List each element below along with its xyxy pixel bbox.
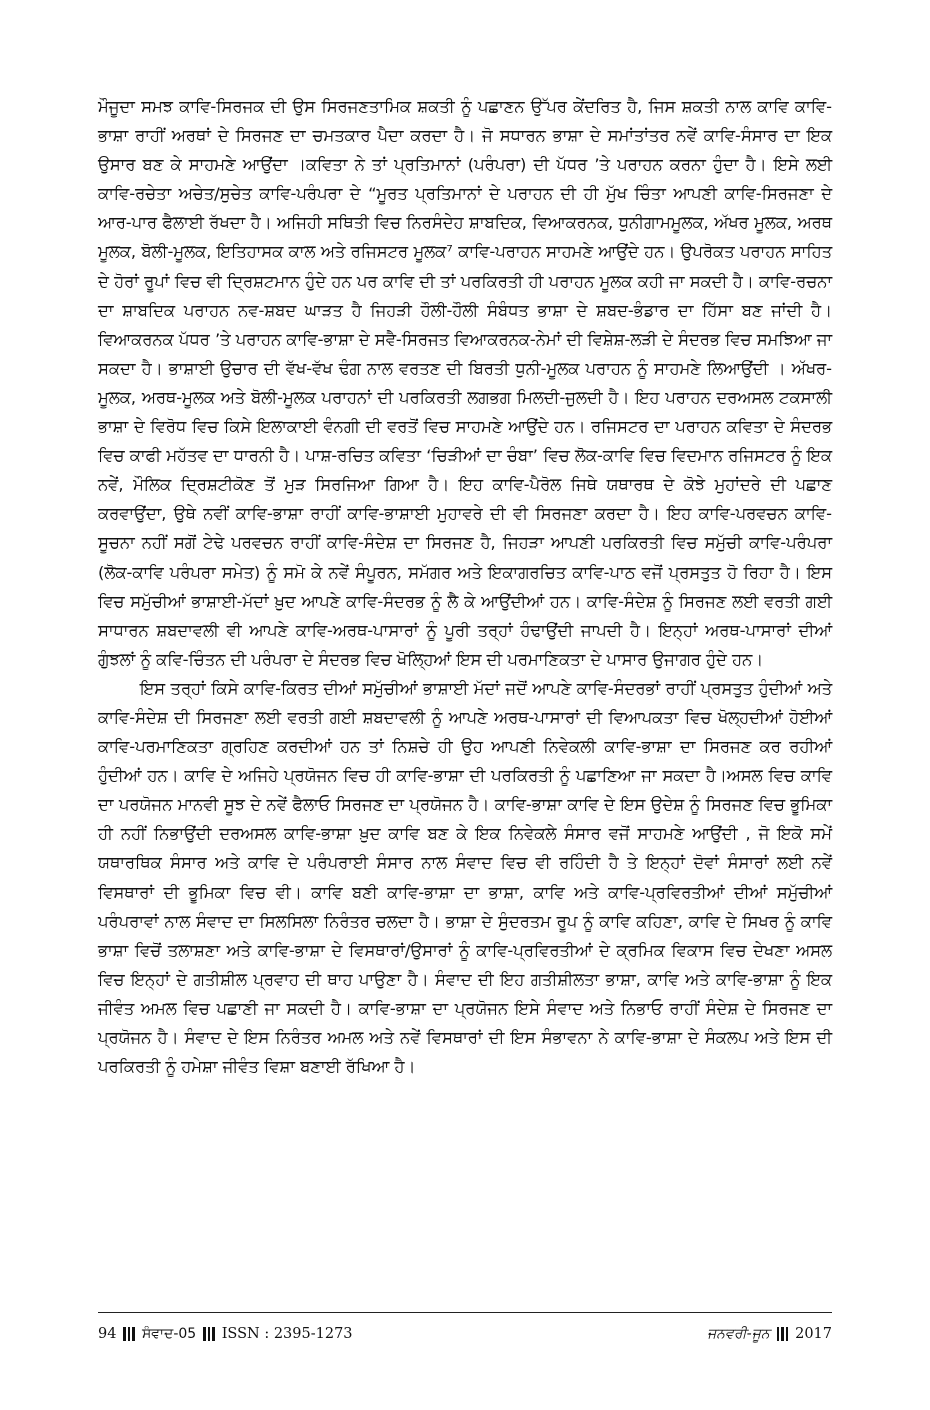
page-body [98, 92, 832, 1352]
page-number: 94 [98, 1326, 117, 1342]
page-footer [98, 1322, 832, 1346]
journal-name: ਸੰਵਾਦ-05 [141, 1326, 197, 1342]
issue-year: 2017 [795, 1326, 832, 1342]
issn: ISSN : 2395-1273 [221, 1326, 353, 1342]
paragraph-2: ਇਸ ਤਰ੍ਹਾਂ ਕਿਸੇ ਕਾਵਿ-ਕਿਰਤ ਦੀਆਂ ਸਮੁੱਚੀਆਂ ਭਾਸ਼ਾਈ ਮੱਦਾਂ ਜਦੋਂ ਆਪਣੇ ਕਾਵਿ-ਸੰਦਰਭਾਂ ਰਾਹੀਂ ਪ੍ਰਸਤੁਤ ਹੁੰਦੀਆਂ ਅਤੇ ਕਾਵਿ-ਸੰਦੇਸ਼ ਦੀ ਸਿਰਜਣਾ ਲਈ ਵਰਤੀ ਗਈ ਸ਼ਬਦਾਵਲੀ ਨੂੰ ਆਪਣੇ ਅਰਥ-ਪਾਸਾਰਾਂ ਦੀ ਵਿਆਪਕਤਾ ਵਿਚ ਖੋਲ੍ਹਦੀਆਂ ਹੋਈਆਂ ਕਾਵਿ-ਪਰਮਾਣਿਕਤਾ ਗ੍ਰਹਿਣ ਕਰਦੀਆਂ ਹਨ ਤਾਂ ਨਿਸ਼ਚੇ ਹੀ ਉਹ ਆਪਣੀ ਨਿਵੇਕਲੀ ਕਾਵਿ-ਭਾਸ਼ਾ ਦਾ ਸਿਰਜਣ ਕਰ ਰਹੀਆਂ ਹੁੰਦੀਆਂ ਹਨ। ਕਾਵਿ ਦੇ ਅਜਿਹੇ ਪ੍ਰਯੋਜਨ ਵਿਚ ਹੀ ਕਾਵਿ-ਭਾਸ਼ਾ ਦੀ ਪਰਕਿਰਤੀ ਨੂੰ ਪਛਾਣਿਆ ਜਾ ਸਕਦਾ ਹੈ।ਅਸਲ ਵਿਚ ਕਾਵਿ ਦਾ ਪਰਯੋਜਨ ਮਾਨਵੀ ਸੂਝ ਦੇ ਨਵੇਂ ਫੈਲਾਓ ਸਿਰਜਣ ਦਾ ਪ੍ਰਯੋਜਨ ਹੈ। ਕਾਵਿ-ਭਾਸ਼ਾ ਕਾਵਿ ਦੇ ਇਸ ਉਦੇਸ਼ ਨੂੰ ਸਿਰਜਣ ਵਿਚ ਭੂਮਿਕਾ ਹੀ ਨਹੀਂ ਨਿਭਾਉਂਦੀ ਦਰਅਸਲ ਕਾਵਿ-ਭਾਸ਼ਾ ਖ਼ੁਦ ਕਾਵਿ ਬਣ ਕੇ ਇਕ ਨਿਵੇਕਲੇ ਸੰਸਾਰ ਵਜੋਂ ਸਾਹਮਣੇ ਆਉਂਦੀ , ਜੋ ਇਕੋ ਸਮੇਂ ਯਥਾਰਥਿਕ ਸੰਸਾਰ ਅਤੇ ਕਾਵਿ ਦੇ ਪਰੰਪਰਾਈ ਸੰਸਾਰ ਨਾਲ ਸੰਵਾਦ ਵਿਚ ਵੀ ਰਹਿੰਦੀ ਹੈ ਤੇ ਇਨ੍ਹਾਂ ਦੋਵਾਂ ਸੰਸਾਰਾਂ ਲਈ ਨਵੇਂ ਵਿਸਥਾਰਾਂ ਦੀ ਭੂਮਿਕਾ ਵਿਚ ਵੀ। ਕਾਵਿ ਬਣੀ ਕਾਵਿ-ਭਾਸ਼ਾ ਦਾ ਭਾਸ਼ਾ, ਕਾਵਿ ਅਤੇ ਕਾਵਿ-ਪ੍ਰਵਿਰਤੀਆਂ ਦੀਆਂ ਸਮੁੱਚੀਆਂ ਪਰੰਪਰਾਵਾਂ ਨਾਲ ਸੰਵਾਦ ਦਾ ਸਿਲਸਿਲਾ ਨਿਰੰਤਰ ਚਲਦਾ ਹੈ। ਭਾਸ਼ਾ ਦੇ ਸੁੰਦਰਤਮ ਰੂਪ ਨੂੰ ਕਾਵਿ ਕਹਿਣਾ, ਕਾਵਿ ਦੇ ਸਿਖਰ ਨੂੰ ਕਾਵਿ ਭਾਸ਼ਾ ਵਿਚੋਂ ਤਲਾਸ਼ਣਾ ਅਤੇ ਕਾਵਿ-ਭਾਸ਼ਾ ਦੇ ਵਿਸਥਾਰਾਂ/ਉਸਾਰਾਂ ਨੂੰ ਕਾਵਿ-ਪ੍ਰਵਿਰਤੀਆਂ ਦੇ ਕ੍ਰਮਿਕ ਵਿਕਾਸ ਵਿਚ ਦੇਖਣਾ ਅਸਲ ਵਿਚ ਇਨ੍ਹਾਂ ਦੇ ਗਤੀਸ਼ੀਲ ਪ੍ਰਵਾਹ ਦੀ ਥਾਹ ਪਾਉਣਾ ਹੈ। ਸੰਵਾਦ ਦੀ ਇਹ ਗਤੀਸ਼ੀਲਤਾ ਭਾਸ਼ਾ, ਕਾਵਿ ਅਤੇ ਕਾਵਿ-ਭਾਸ਼ਾ ਨੂੰ ਇਕ ਜੀਵੰਤ ਅਮਲ ਵਿਚ ਪਛਾਣੀ ਜਾ ਸਕਦੀ ਹੈ। ਕਾਵਿ-ਭਾਸ਼ਾ ਦਾ ਪ੍ਰਯੋਜਨ ਇਸੇ ਸੰਵਾਦ ਅਤੇ ਨਿਭਾਓ ਰਾਹੀਂ ਸੰਦੇਸ਼ ਦੇ ਸਿਰਜਣ ਦਾ ਪ੍ਰਯੋਜਨ ਹੈ। ਸੰਵਾਦ ਦੇ ਇਸ ਨਿਰੰਤਰ ਅਮਲ ਅਤੇ ਨਵੇਂ ਵਿਸਥਾਰਾਂ ਦੀ ਇਸ ਸੰਭਾਵਨਾ ਨੇ ਕਾਵਿ-ਭਾਸ਼ਾ ਦੇ ਸੰਕਲਪ ਅਤੇ ਇਸ ਦੀ ਪਰਕਿਰਤੀ ਨੂੰ ਹਮੇਸ਼ਾ ਜੀਵੰਤ ਵਿਸ਼ਾ ਬਣਾਈ ਰੱਖਿਆ ਹੈ। [98, 678, 832, 1077]
paragraph-1: ਮੌਜੂਦਾ ਸਮਝ ਕਾਵਿ-ਸਿਰਜਕ ਦੀ ਉਸ ਸਿਰਜਣਤਾਮਿਕ ਸ਼ਕਤੀ ਨੂੰ ਪਛਾਣਨ ਉੱਪਰ ਕੇਂਦਰਿਤ ਹੈ, ਜਿਸ ਸ਼ਕਤੀ ਨਾਲ ਕਾਵਿ ਕਾਵਿ-ਭਾਸ਼ਾ ਰਾਹੀਂ ਅਰਥਾਂ ਦੇ ਸਿਰਜਣ ਦਾ ਚਮਤਕਾਰ ਪੈਦਾ ਕਰਦਾ ਹੈ। ਜੋ ਸਧਾਰਨ ਭਾਸ਼ਾ ਦੇ ਸਮਾਂਤਾਂਤਰ ਨਵੇਂ ਕਾਵਿ-ਸੰਸਾਰ ਦਾ ਇਕ ਉਸਾਰ ਬਣ ਕੇ ਸਾਹਮਣੇ ਆਉਂਦਾ ।ਕਵਿਤਾ ਨੇ ਤਾਂ ਪ੍ਰਤਿਮਾਨਾਂ (ਪਰੰਪਰਾ) ਦੀ ਪੱਧਰ ’ਤੇ ਪਰਾਹਨ ਕਰਨਾ ਹੁੰਦਾ ਹੈ। ਇਸੇ ਲਈ ਕਾਵਿ-ਰਚੇਤਾ ਅਚੇਤ/ਸੁਚੇਤ ਕਾਵਿ-ਪਰੰਪਰਾ ਦੇ “ਮੂਰਤ ਪ੍ਰਤਿਮਾਨਾਂ ਦੇ ਪਰਾਹਨ ਦੀ ਹੀ ਮੁੱਖ ਚਿੰਤਾ ਆਪਣੀ ਕਾਵਿ-ਸਿਰਜਣਾ ਦੇ ਆਰ-ਪਾਰ ਫੈਲਾਈ ਰੱਖਦਾ ਹੈ। ਅਜਿਹੀ ਸਥਿਤੀ ਵਿਚ ਨਿਰਸੰਦੇਹ ਸ਼ਾਬਦਿਕ, ਵਿਆਕਰਨਕ, ਧੁਨੀਗਾਮਮੂਲਕ, ਅੱਖਰ ਮੂਲਕ, ਅਰਥ ਮੂਲਕ, ਬੋਲੀ-ਮੂਲਕ, ਇਤਿਹਾਸਕ ਕਾਲ ਅਤੇ ਰਜਿਸਟਰ ਮੂਲਕ⁷ ਕਾਵਿ-ਪਰਾਹਨ ਸਾਹਮਣੇ ਆਉਂਦੇ ਹਨ। ਉਪਰੋਕਤ ਪਰਾਹਨ ਸਾਹਿਤ ਦੇ ਹੋਰਾਂ ਰੂਪਾਂ ਵਿਚ ਵੀ ਦ੍ਰਿਸ਼ਟਮਾਨ ਹੁੰਦੇ ਹਨ ਪਰ ਕਾਵਿ ਦੀ ਤਾਂ ਪਰਕਿਰਤੀ ਹੀ ਪਰਾਹਨ ਮੂਲਕ ਕਹੀ ਜਾ ਸਕਦੀ ਹੈ। ਕਾਵਿ-ਰਚਨਾ ਦਾ ਸ਼ਾਬਦਿਕ ਪਰਾਹਨ ਨਵ-ਸ਼ਬਦ ਘਾੜਤ ਹੈ ਜਿਹੜੀ ਹੌਲੀ-ਹੌਲੀ ਸੰਬੰਧਤ ਭਾਸ਼ਾ ਦੇ ਸ਼ਬਦ-ਭੰਡਾਰ ਦਾ ਹਿੱਸਾ ਬਣ ਜਾਂਦੀ ਹੈ। ਵਿਆਕਰਨਕ ਪੱਧਰ ’ਤੇ ਪਰਾਹਨ ਕਾਵਿ-ਭਾਸ਼ਾ ਦੇ ਸਵੈ-ਸਿਰਜਤ ਵਿਆਕਰਨਕ-ਨੇਮਾਂ ਦੀ ਵਿਸ਼ੇਸ਼-ਲੜੀ ਦੇ ਸੰਦਰਭ ਵਿਚ ਸਮਝਿਆ ਜਾ ਸਕਦਾ ਹੈ। ਭਾਸ਼ਾਈ ਉਚਾਰ ਦੀ ਵੱਖ-ਵੱਖ ਢੰਗ ਨਾਲ ਵਰਤਣ ਦੀ ਬਿਰਤੀ ਧੁਨੀ-ਮੂਲਕ ਪਰਾਹਨ ਨੂੰ ਸਾਹਮਣੇ ਲਿਆਉਂਦੀ । ਅੱਖਰ-ਮੂਲਕ, ਅਰਥ-ਮੂਲਕ ਅਤੇ ਬੋਲੀ-ਮੂਲਕ ਪਰਾਹਨਾਂ ਦੀ ਪਰਕਿਰਤੀ ਲਗਭਗ ਮਿਲਦੀ-ਜੁਲਦੀ ਹੈ। ਇਹ ਪਰਾਹਨ ਦਰਅਸਲ ਟਕਸਾਲੀ ਭਾਸ਼ਾ ਦੇ ਵਿਰੋਧ ਵਿਚ ਕਿਸੇ ਇਲਾਕਾਈ ਵੰਨਗੀ ਦੀ ਵਰਤੋਂ ਵਿਚ ਸਾਹਮਣੇ ਆਉਂਦੇ ਹਨ। ਰਜਿਸਟਰ ਦਾ ਪਰਾਹਨ ਕਵਿਤਾ ਦੇ ਸੰਦਰਭ ਵਿਚ ਕਾਫੀ ਮਹੱਤਵ ਦਾ ਧਾਰਨੀ ਹੈ। ਪਾਸ਼-ਰਚਿਤ ਕਵਿਤਾ ‘ਚਿੜੀਆਂ ਦਾ ਚੰਬਾ’ ਵਿਚ ਲੋਕ-ਕਾਵਿ ਵਿਚ ਵਿਦਮਾਨ ਰਜਿਸਟਰ ਨੂੰ ਇਕ ਨਵੇਂ, ਮੌਲਿਕ ਦ੍ਰਿਸ਼ਟੀਕੋਣ ਤੋਂ ਮੁੜ ਸਿਰਜਿਆ ਗਿਆ ਹੈ। ਇਹ ਕਾਵਿ-ਪੈਰੋਲ ਜਿਥੇ ਯਥਾਰਥ ਦੇ ਕੋਝੇ ਮੁਹਾਂਦਰੇ ਦੀ ਪਛਾਣ ਕਰਵਾਉਂਦਾ, ਉਥੇ ਨਵੀਂ ਕਾਵਿ-ਭਾਸ਼ਾ ਰਾਹੀਂ ਕਾਵਿ-ਭਾਸ਼ਾਈ ਮੁਹਾਵਰੇ ਦੀ ਵੀ ਸਿਰਜਣਾ ਕਰਦਾ ਹੈ। ਇਹ ਕਾਵਿ-ਪਰਵਚਨ ਕਾਵਿ-ਸੂਚਨਾ ਨਹੀਂ ਸਗੋਂ ਟੇਢੇ ਪਰਵਚਨ ਰਾਹੀਂ ਕਾਵਿ-ਸੰਦੇਸ਼ ਦਾ ਸਿਰਜਣ ਹੈ, ਜਿਹੜਾ ਆਪਣੀ ਪਰਕਿਰਤੀ ਵਿਚ ਸਮੁੱਚੀ ਕਾਵਿ-ਪਰੰਪਰਾ (ਲੋਕ-ਕਾਵਿ ਪਰੰਪਰਾ ਸਮੇਤ) ਨੂੰ ਸਮੋ ਕੇ ਨਵੇਂ ਸੰਪੂਰਨ, ਸਮੱਗਰ ਅਤੇ ਇਕਾਗਰਚਿਤ ਕਾਵਿ-ਪਾਠ ਵਜੋਂ ਪ੍ਰਸਤੁਤ ਹੋ ਰਿਹਾ ਹੈ। ਇਸ ਵਿਚ ਸਮੁੱਚੀਆਂ ਭਾਸ਼ਾਈ-ਮੱਦਾਂ ਖ਼ੁਦ ਆਪਣੇ ਕਾਵਿ-ਸੰਦਰਭ ਨੂੰ ਲੈ ਕੇ ਆਉਂਦੀਆਂ ਹਨ। ਕਾਵਿ-ਸੰਦੇਸ਼ ਨੂੰ ਸਿਰਜਣ ਲਈ ਵਰਤੀ ਗਈ ਸਾਧਾਰਨ ਸ਼ਬਦਾਵਲੀ ਵੀ ਆਪਣੇ ਕਾਵਿ-ਅਰਥ-ਪਾਸਾਰਾਂ ਨੂੰ ਪੂਰੀ ਤਰ੍ਹਾਂ ਹੰਢਾਉਂਦੀ ਜਾਪਦੀ ਹੈ। ਇਨ੍ਹਾਂ ਅਰਥ-ਪਾਸਾਰਾਂ ਦੀਆਂ ਗੁੰਝਲਾਂ ਨੂੰ ਕਵਿ-ਚਿੰਤਨ ਦੀ ਪਰੰਪਰਾ ਦੇ ਸੰਦਰਭ ਵਿਚ ਖੋਲ੍ਹਿਆਂ ਇਸ ਦੀ ਪਰਮਾਣਿਕਤਾ ਦੇ ਪਾਸਾਰ ਉਜਾਗਰ ਹੁੰਦੇ ਹਨ। [98, 97, 832, 669]
footer-right [707, 1326, 832, 1342]
separator-bars-icon [777, 1327, 789, 1341]
separator-bars-icon [123, 1327, 135, 1341]
separator-bars-icon [203, 1327, 215, 1341]
issue-period: ਜਨਵਰੀ-ਜੂਨ [707, 1326, 770, 1342]
footer-left [98, 1326, 353, 1342]
footer-rule [98, 1312, 832, 1313]
